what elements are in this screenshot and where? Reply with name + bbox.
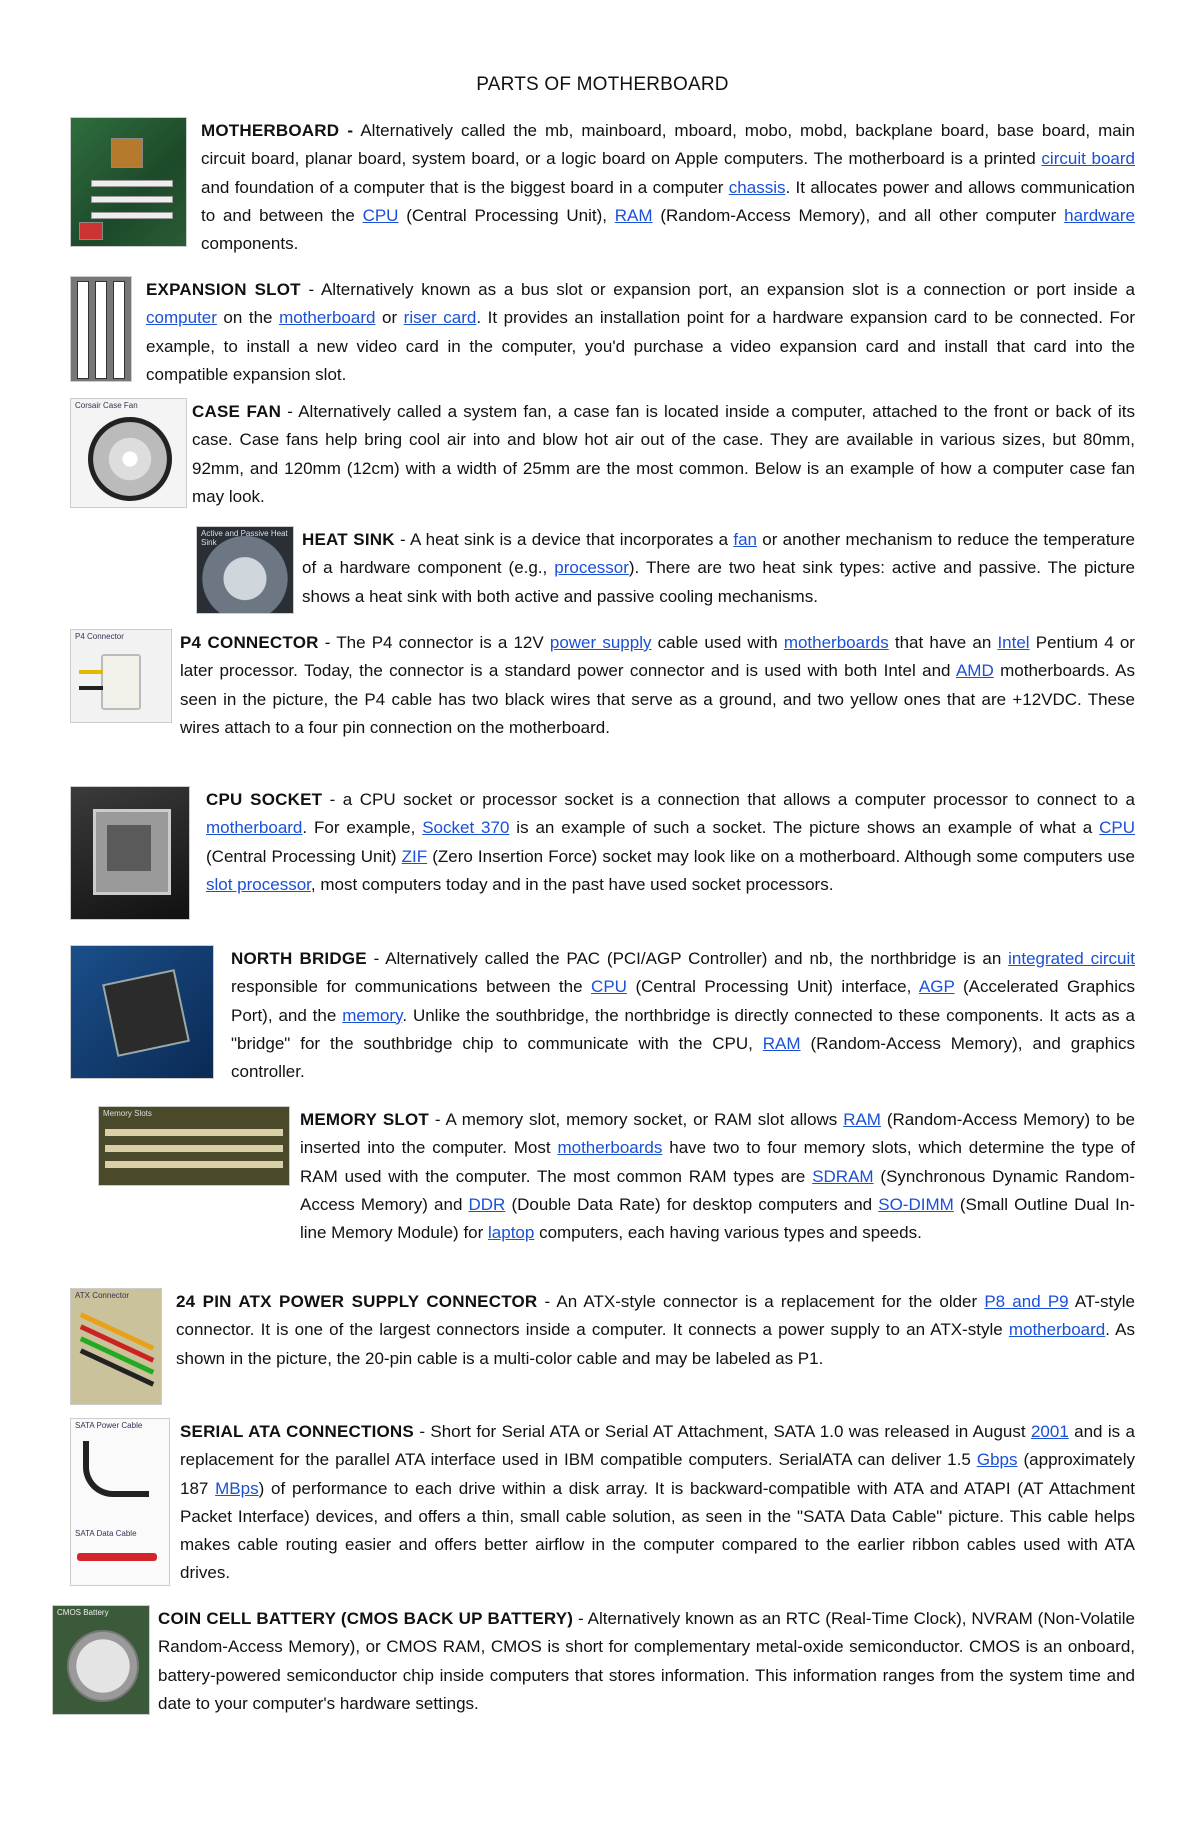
link-ram-nb[interactable]: RAM [762,1033,801,1053]
sata-data-caption: SATA Data Cable [75,1529,137,1538]
link-motherboard-cpu[interactable]: motherboard [206,818,303,838]
section-sata: SERIAL ATA CONNECTIONS - Short for Serial ATA or Serial AT Attachment, SATA 1.0 was released in August 2001 and is a replacement for the parallel ATA interface used in IBM compatible computers. SerialATA can deliver 1.5 Gbps (approximately 187 MBps) of performance to each drive within a disk array. It is backward-compatible with ATA and ATAPI (AT Attachment Packet Interface) devices, and offers a thin, small cable solution, as seen in the "SATA Data Cable" picture. This cable helps makes cable routing easier and offers better airflow in the computer compared to the earlier ribbon cables used with ATA drives. [180,1422,1135,1583]
link-hardware[interactable]: hardware [1064,205,1135,225]
link-circuit-board[interactable]: circuit board [1041,149,1135,169]
link-mbps[interactable]: MBps [215,1478,259,1498]
memory-slot-heading: MEMORY SLOT [300,1110,429,1129]
memory-slot-caption: Memory Slots [103,1109,152,1118]
p4-connector-heading: P4 CONNECTOR [180,633,319,652]
link-integrated-circuit[interactable]: integrated circuit [1008,949,1135,968]
sata-heading: SERIAL ATA CONNECTIONS [180,1422,414,1441]
link-fan[interactable]: fan [733,530,757,549]
section-north-bridge: NORTH BRIDGE - Alternatively called the PAC (PCI/AGP Controller) and nb, the northbridge is an integrated circuit responsible for communications between the CPU (Central Processing Unit) interface, AGP (Accelerated Graphics Port), and the memory. Unlike the southbridge, the northbridge is directly connected to these components. It acts as a "bridge" for the southbridge chip to communicate with the CPU, RAM (Random-Access Memory), and graphics controller. [231,949,1136,1082]
link-cpu-socket[interactable]: CPU [1099,818,1136,838]
link-socket-370[interactable]: Socket 370 [422,818,510,838]
p4-connector-caption: P4 Connector [75,632,124,641]
section-case-fan: CASE FAN - Alternatively called a system fan, a case fan is located inside a computer, attached to the front or back of its case. Case fans help bring cool air into and blow hot air out of the case. They are available in various sizes, but 80mm, 92mm, and 120mm (12cm) with a width of 25mm are the most common. Below is an example of how a computer case fan may look. [192,402,1135,506]
link-riser-card[interactable]: riser card [403,308,477,328]
sata-power-caption: SATA Power Cable [75,1421,143,1430]
case-fan-caption: Corsair Case Fan [75,401,138,410]
link-intel[interactable]: Intel [997,633,1030,652]
cmos-battery-caption: CMOS Battery [57,1608,109,1617]
link-so-dimm[interactable]: SO-DIMM [878,1194,954,1214]
link-motherboards[interactable]: motherboards [783,633,889,652]
section-expansion-slot: EXPANSION SLOT - Alternatively known as a bus slot or expansion port, an expansion slot is a connection or port inside a computer on the motherboard or riser card. It provides an installation point for a hardware expansion card to be connected. For example, to install a new video card in the computer, you'd purchase a video expansion card and install that card into the compatible expansion slot. [146,280,1136,384]
link-p8-p9[interactable]: P8 and P9 [984,1292,1069,1311]
atx-connector-heading: 24 PIN ATX POWER SUPPLY CONNECTOR [176,1292,538,1311]
link-ram[interactable]: RAM [614,205,653,225]
link-ram-mem[interactable]: RAM [843,1110,881,1129]
link-ddr[interactable]: DDR [468,1194,506,1214]
link-motherboard[interactable]: motherboard [279,308,376,328]
cpu-socket-heading: CPU SOCKET [206,790,323,809]
heat-sink-caption: Active and Passive Heat Sink [201,529,288,547]
link-slot-processor[interactable]: slot processor [206,874,311,894]
link-memory[interactable]: memory [342,1005,403,1025]
section-atx-connector: 24 PIN ATX POWER SUPPLY CONNECTOR - An ATX-style connector is a replacement for the older P8 and P9 AT-style connector. It is one of the largest connectors inside a computer. It connects a power supply to an ATX-style motherboard. As shown in the picture, the 20-pin cable is a multi-color cable and may be labeled as P1. [176,1292,1135,1368]
section-p4-connector: P4 CONNECTOR - The P4 connector is a 12V power supply cable used with motherboards that have an Intel Pentium 4 or later processor. Today, the connector is a standard power connector and is used with both Intel and AMD motherboards. As seen in the picture, the P4 cable has two black wires that serve as a ground, and two yellow ones that are +12VDC. These wires attach to a four pin connection on the motherboard. [180,633,1136,737]
section-memory-slot: MEMORY SLOT - A memory slot, memory socket, or RAM slot allows RAM (Random-Access Memory) to be inserted into the computer. Most motherboards have two to four memory slots, which determine the type of RAM used with the computer. The most common RAM types are SDRAM (Synchronous Dynamic Random-Access Memory) and DDR (Double Data Rate) for desktop computers and SO-DIMM (Small Outline Dual In-line Memory Module) for laptop computers, each having various types and speeds. [300,1110,1136,1243]
link-motherboard-atx[interactable]: motherboard [1008,1320,1106,1340]
link-chassis[interactable]: chassis [728,177,786,197]
link-power-supply[interactable]: power supply [549,633,652,652]
section-cpu-socket: CPU SOCKET - a CPU socket or processor socket is a connection that allows a computer processor to connect to a motherboard. For example, Socket 370 is an example of such a socket. The picture shows an example of what a CPU (Central Processing Unit) ZIF (Zero Insertion Force) socket may look like on a motherboard. Although some computers use slot processor, most computers today and in the past have used socket processors. [206,790,1136,894]
section-cmos-battery: COIN CELL BATTERY (CMOS BACK UP BATTERY) - Alternatively known as an RTC (Real-Time Clock), NVRAM (Non-Volatile Random-Access Memory), or CMOS RAM, CMOS is short for complementary metal-oxide semiconductor. CMOS is an onboard, battery-powered semiconductor chip inside computers that stores information. This information ranges from the system time and date to your computer's hardware settings. [158,1609,1135,1713]
expansion-slot-heading: EXPANSION SLOT [146,280,301,299]
section-motherboard: MOTHERBOARD - Alternatively called the mb, mainboard, mboard, mobo, mobd, backplane board, base board, main circuit board, planar board, system board, or a logic board on Apple computers. The motherboard is a printed circuit board and foundation of a computer that is the biggest board in a computer chassis. It allocates power and allows communication to and between the CPU (Central Processing Unit), RAM (Random-Access Memory), and all other computer hardware components. [201,121,1135,254]
case-fan-heading: CASE FAN [192,402,282,421]
north-bridge-heading: NORTH BRIDGE [231,949,367,968]
link-amd[interactable]: AMD [955,661,994,681]
link-processor[interactable]: processor [554,558,629,578]
link-cpu-nb[interactable]: CPU [591,977,627,997]
motherboard-heading: MOTHERBOARD - [201,121,354,140]
atx-connector-caption: ATX Connector [75,1291,130,1300]
link-agp[interactable]: AGP [918,977,955,997]
link-gbps[interactable]: Gbps [976,1450,1018,1470]
link-motherboards-mem[interactable]: motherboards [557,1138,663,1158]
link-sdram[interactable]: SDRAM [812,1166,874,1186]
link-computer[interactable]: computer [146,308,217,328]
heat-sink-heading: HEAT SINK [302,530,395,549]
link-laptop[interactable]: laptop [488,1223,535,1243]
page-title: PARTS OF MOTHERBOARD [476,74,729,95]
link-cpu[interactable]: CPU [362,205,399,225]
cmos-battery-heading: COIN CELL BATTERY (CMOS BACK UP BATTERY) [158,1609,574,1628]
link-2001[interactable]: 2001 [1030,1422,1069,1441]
section-heat-sink: HEAT SINK - A heat sink is a device that incorporates a fan or another mechanism to reduce the temperature of a hardware component (e.g., processor). There are two heat sink types: active and passive. The picture shows a heat sink with both active and passive cooling mechanisms. [302,530,1136,606]
link-zif[interactable]: ZIF [401,846,428,866]
